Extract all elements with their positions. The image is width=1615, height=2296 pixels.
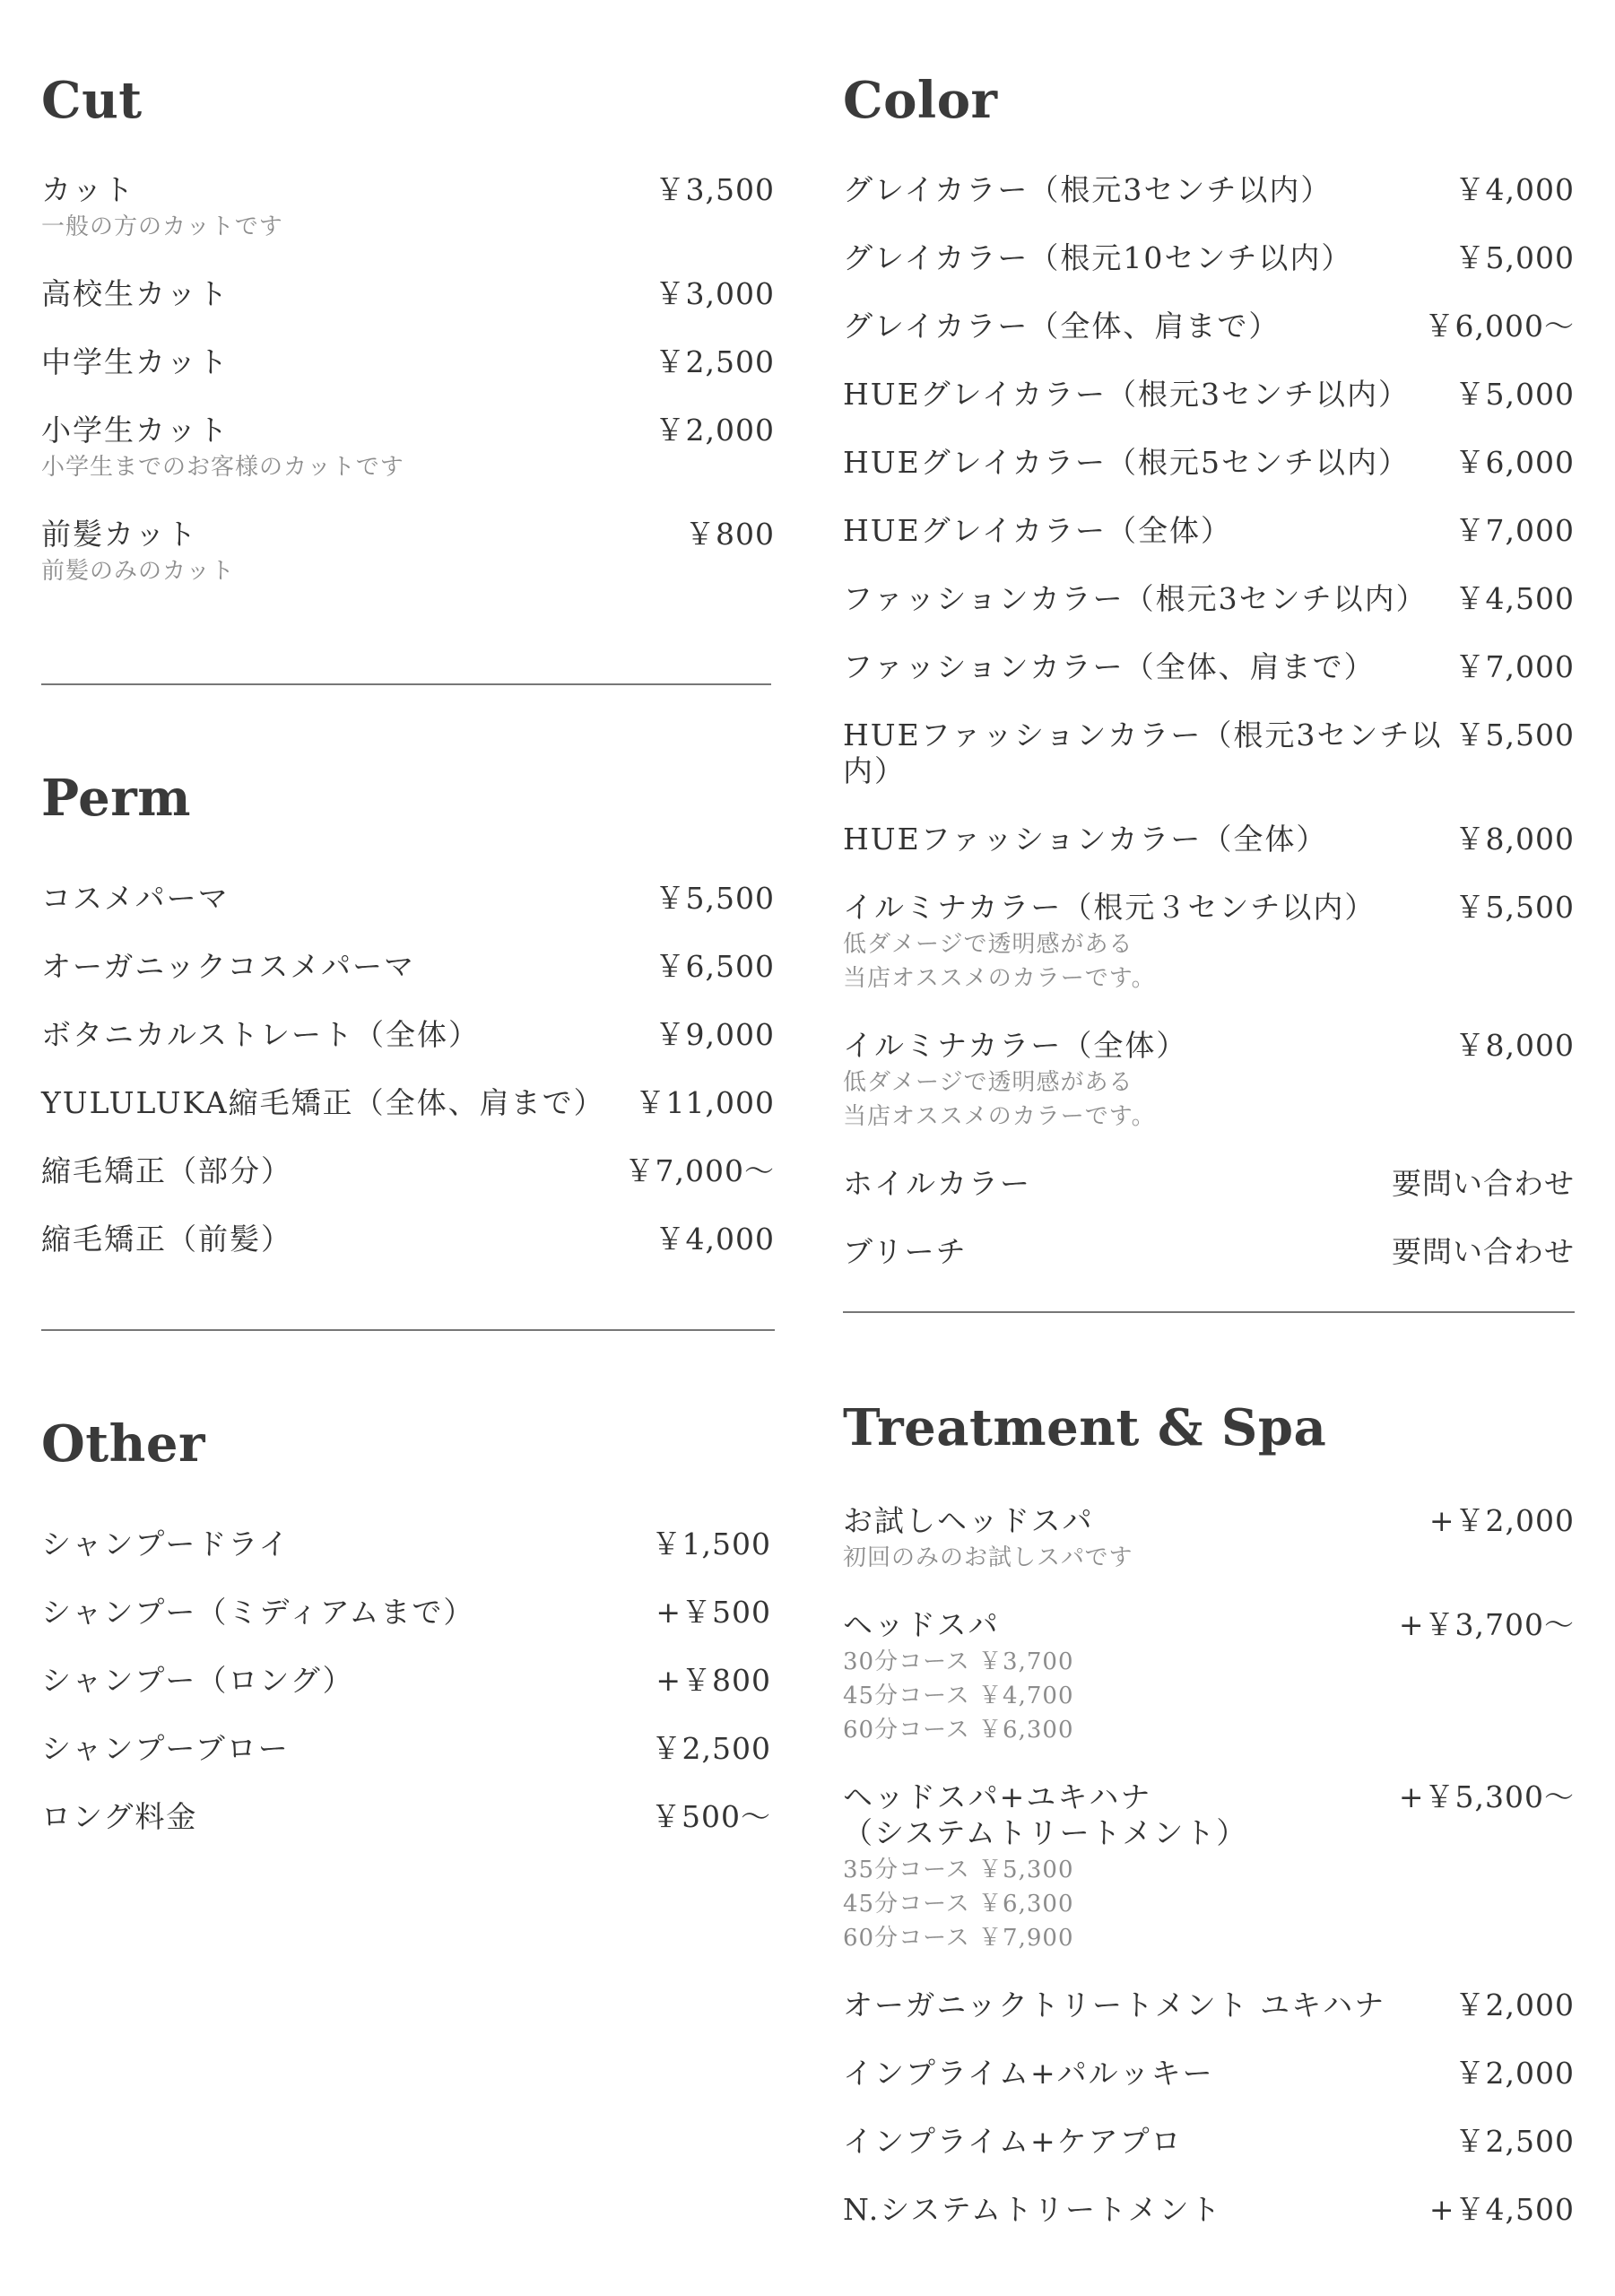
divider bbox=[41, 1329, 775, 1331]
menu-item-name: シャンプー（ミディアムまで） bbox=[41, 1595, 475, 1630]
menu-item-name: HUEファッションカラー（全体） bbox=[843, 822, 1328, 857]
menu-item-row bbox=[843, 822, 1575, 857]
menu-item-note: 初回のみのお試しスパです bbox=[843, 1544, 1133, 1571]
menu-item-price: ￥5,000 bbox=[1454, 377, 1575, 412]
menu-item-price: ￥2,500 bbox=[1454, 2124, 1575, 2159]
menu-item-row bbox=[41, 276, 775, 312]
menu-item-name: 縮毛矯正（部分） bbox=[41, 1153, 292, 1188]
menu-item bbox=[41, 1595, 771, 1631]
menu-item-name: 縮毛矯正（前髪） bbox=[41, 1222, 292, 1257]
menu-item-name: イルミナカラー（根元３センチ以内） bbox=[843, 890, 1376, 925]
menu-item-row bbox=[41, 1085, 775, 1121]
menu-item bbox=[843, 240, 1575, 276]
menu-item-note: 前髪のみのカット bbox=[41, 558, 235, 585]
menu-item-note: 一般の方のカットです bbox=[41, 213, 283, 240]
menu-item bbox=[843, 1503, 1575, 1575]
menu-item bbox=[41, 949, 775, 985]
menu-item-price: ￥3,500 bbox=[655, 172, 775, 207]
menu-item bbox=[843, 718, 1575, 789]
menu-item-name: HUEグレイカラー（根元3センチ以内） bbox=[843, 377, 1411, 412]
menu-item-price: ￥2,000 bbox=[1454, 2056, 1575, 2091]
menu-item-name: ロング料金 bbox=[41, 1799, 198, 1834]
menu-item-row bbox=[41, 517, 775, 552]
section-cut bbox=[41, 0, 775, 588]
menu-item-name: ヘッドスパ bbox=[843, 1607, 1000, 1642]
menu-item-price: ￥2,000 bbox=[655, 413, 775, 448]
menu-item-row bbox=[843, 581, 1575, 617]
menu-item-price: +￥2,000 bbox=[1428, 1503, 1575, 1538]
menu-item-price: ￥9,000 bbox=[655, 1017, 775, 1052]
menu-item bbox=[41, 413, 775, 484]
section-color bbox=[843, 0, 1575, 1270]
menu-item-row bbox=[843, 513, 1575, 549]
menu-item-price: +￥800 bbox=[656, 1663, 771, 1698]
menu-item-row bbox=[41, 1222, 775, 1257]
menu-item-row bbox=[41, 1663, 771, 1699]
menu-item-price: ￥5,500 bbox=[1454, 890, 1575, 925]
menu-item-name: 前髪カット bbox=[41, 517, 198, 552]
menu-item bbox=[843, 445, 1575, 481]
menu-item bbox=[41, 1526, 771, 1562]
menu-item-price: ￥4,000 bbox=[1454, 172, 1575, 207]
menu-item-note: 低ダメージで透明感がある 当店オススメのカラーです。 bbox=[843, 931, 1156, 992]
section-treatment bbox=[843, 1398, 1575, 2260]
menu-item bbox=[41, 276, 775, 312]
menu-item-name: グレイカラー（根元3センチ以内） bbox=[843, 172, 1333, 207]
menu-item bbox=[843, 309, 1575, 344]
menu-item-name: ファッションカラー（全体、肩まで） bbox=[843, 649, 1376, 684]
section-title-color: Color bbox=[843, 71, 998, 130]
section-title-other: Other bbox=[41, 1414, 205, 1474]
divider bbox=[843, 1311, 1575, 1313]
menu-item-name: 高校生カット bbox=[41, 276, 230, 311]
menu-item-name: ホイルカラー bbox=[843, 1166, 1031, 1201]
menu-item-price: +￥5,300〜 bbox=[1398, 1779, 1575, 1814]
menu-item-row bbox=[843, 1779, 1575, 1851]
menu-item-name: インプライム+パルッキー bbox=[843, 2056, 1214, 2091]
menu-item bbox=[843, 2056, 1575, 2092]
menu-item bbox=[843, 513, 1575, 549]
right-column bbox=[843, 0, 1575, 2227]
menu-item-note: 30分コース ￥3,700 45分コース ￥4,700 60分コース ￥6,300 bbox=[843, 1648, 1074, 1744]
menu-item-price: 要問い合わせ bbox=[1392, 1166, 1575, 1201]
menu-item-price: ￥6,000 bbox=[1454, 445, 1575, 480]
menu-item-row bbox=[843, 718, 1575, 789]
menu-item bbox=[41, 1799, 771, 1835]
menu-item-name: お試しヘッドスパ bbox=[843, 1503, 1094, 1538]
menu-item-row bbox=[843, 890, 1575, 926]
menu-item bbox=[843, 1779, 1575, 1955]
menu-item-name: グレイカラー（根元10センチ以内） bbox=[843, 240, 1353, 275]
menu-item bbox=[843, 581, 1575, 617]
menu-item-price: ￥1,500 bbox=[651, 1526, 771, 1561]
menu-item-name: HUEファッションカラー（根元3センチ以内） bbox=[843, 718, 1443, 788]
menu-item-name: 中学生カット bbox=[41, 344, 230, 379]
menu-item bbox=[41, 1663, 771, 1699]
menu-item-note: 低ダメージで透明感がある 当店オススメのカラーです。 bbox=[843, 1069, 1156, 1130]
menu-item-name: ファッションカラー（根元3センチ以内） bbox=[843, 581, 1428, 616]
menu-item bbox=[41, 517, 775, 588]
menu-item-price: ￥3,000 bbox=[655, 276, 775, 311]
menu-item-price: +￥3,700〜 bbox=[1398, 1607, 1575, 1642]
menu-item bbox=[843, 172, 1575, 208]
menu-item-name: ブリーチ bbox=[843, 1234, 968, 1269]
menu-item-name: グレイカラー（全体、肩まで） bbox=[843, 309, 1281, 344]
menu-item bbox=[843, 1166, 1575, 1202]
menu-item bbox=[41, 1017, 775, 1053]
menu-item-row bbox=[41, 1153, 775, 1189]
menu-item-price: ￥5,500 bbox=[1454, 718, 1575, 752]
section-title-perm: Perm bbox=[41, 769, 191, 828]
menu-item-row bbox=[843, 1234, 1575, 1270]
menu-item bbox=[41, 1731, 771, 1767]
menu-item-name: 小学生カット bbox=[41, 413, 230, 448]
menu-item-price: ￥2,500 bbox=[655, 344, 775, 379]
menu-item bbox=[843, 890, 1575, 996]
menu-item-row bbox=[843, 1503, 1575, 1539]
section-title-cut: Cut bbox=[41, 71, 143, 130]
menu-item-row bbox=[843, 240, 1575, 276]
menu-item bbox=[843, 1028, 1575, 1134]
menu-item-price: ￥6,000〜 bbox=[1424, 309, 1575, 344]
menu-item-name: オーガニックトリートメント ユキハナ bbox=[843, 1987, 1386, 2022]
menu-item-row bbox=[41, 1731, 771, 1767]
menu-item-name: ボタニカルストレート（全体） bbox=[41, 1017, 481, 1052]
menu-item-row bbox=[843, 1987, 1575, 2023]
menu-item-name: イルミナカラー（全体） bbox=[843, 1028, 1188, 1063]
menu-item-row bbox=[41, 1526, 771, 1562]
menu-item-name: YULULUKA縮毛矯正（全体、肩まで） bbox=[41, 1085, 605, 1120]
menu-item-row bbox=[843, 377, 1575, 413]
other-items bbox=[41, 1526, 771, 1835]
menu-item-price: ￥7,000 bbox=[1454, 649, 1575, 684]
menu-item-price: +￥500 bbox=[656, 1595, 771, 1630]
menu-item bbox=[41, 1222, 775, 1257]
menu-item bbox=[41, 344, 775, 380]
menu-item bbox=[843, 822, 1575, 857]
section-perm bbox=[41, 769, 775, 1290]
menu-item-price: ￥8,000 bbox=[1454, 1028, 1575, 1063]
menu-item-price: ￥2,000 bbox=[1454, 1987, 1575, 2022]
divider bbox=[41, 683, 771, 685]
menu-item-price: ￥5,000 bbox=[1454, 240, 1575, 275]
menu-item-row bbox=[41, 949, 775, 985]
menu-item-price: ￥4,500 bbox=[1454, 581, 1575, 616]
left-column bbox=[41, 0, 775, 1834]
menu-item bbox=[843, 2124, 1575, 2160]
menu-item-row bbox=[41, 172, 775, 208]
menu-item-row bbox=[41, 1799, 771, 1835]
menu-item-note: 35分コース ￥5,300 45分コース ￥6,300 60分コース ￥7,900 bbox=[843, 1857, 1074, 1952]
menu-item-name: シャンプーブロー bbox=[41, 1731, 290, 1766]
perm-items bbox=[41, 881, 775, 1257]
section-other bbox=[41, 1414, 771, 1867]
menu-item bbox=[41, 1085, 775, 1121]
menu-item-row bbox=[843, 309, 1575, 344]
menu-item-name: HUEグレイカラー（全体） bbox=[843, 513, 1233, 548]
menu-item-price: ￥800 bbox=[685, 517, 775, 552]
menu-item-row bbox=[843, 649, 1575, 685]
menu-item bbox=[41, 172, 775, 244]
menu-item-row bbox=[843, 1166, 1575, 1202]
menu-item-name: カット bbox=[41, 172, 135, 207]
menu-item-name: N.システムトリートメント bbox=[843, 2192, 1222, 2227]
menu-item-row bbox=[843, 445, 1575, 481]
menu-item-name: オーガニックコスメパーマ bbox=[41, 949, 416, 984]
menu-item bbox=[843, 377, 1575, 413]
menu-item bbox=[843, 1987, 1575, 2023]
menu-item-row bbox=[41, 1017, 775, 1053]
menu-item-row bbox=[843, 172, 1575, 208]
menu-item bbox=[843, 1607, 1575, 1747]
menu-item-price: +￥4,500 bbox=[1428, 2192, 1575, 2227]
section-title-treatment: Treatment & Spa bbox=[843, 1398, 1327, 1457]
menu-item-price: ￥500〜 bbox=[651, 1799, 771, 1834]
menu-item-price: ￥6,500 bbox=[655, 949, 775, 984]
menu-item-row bbox=[843, 2124, 1575, 2160]
menu-item bbox=[843, 649, 1575, 685]
menu-item bbox=[41, 1153, 775, 1189]
menu-item-name: HUEグレイカラー（根元5センチ以内） bbox=[843, 445, 1411, 480]
menu-item bbox=[41, 881, 775, 917]
menu-item-name: シャンプー（ロング） bbox=[41, 1663, 354, 1698]
menu-item-price: ￥7,000〜 bbox=[624, 1153, 775, 1188]
menu-item-row bbox=[41, 1595, 771, 1631]
menu-item-row bbox=[843, 1028, 1575, 1064]
menu-item-price: ￥4,000 bbox=[655, 1222, 775, 1257]
menu-item-price: ￥7,000 bbox=[1454, 513, 1575, 548]
menu-item-name: シャンプードライ bbox=[41, 1526, 291, 1561]
menu-item-price: ￥8,000 bbox=[1454, 822, 1575, 857]
menu-item-row bbox=[41, 413, 775, 448]
treatment-items bbox=[843, 1503, 1575, 2228]
menu-item-note: 小学生までのお客様のカットです bbox=[41, 454, 404, 481]
menu-item bbox=[843, 2192, 1575, 2228]
menu-item-row bbox=[41, 344, 775, 380]
cut-items bbox=[41, 172, 775, 588]
menu-item-row bbox=[843, 1607, 1575, 1643]
menu-item-name: インプライム+ケアプロ bbox=[843, 2124, 1183, 2159]
menu-item-price: ￥11,000 bbox=[635, 1085, 775, 1120]
menu-item-row bbox=[41, 881, 775, 917]
menu-item-price: 要問い合わせ bbox=[1392, 1234, 1575, 1269]
menu-item-price: ￥2,500 bbox=[651, 1731, 771, 1766]
color-items bbox=[843, 172, 1575, 1270]
menu-item-row bbox=[843, 2056, 1575, 2092]
menu-item-name: ヘッドスパ+ユキハナ （システムトリートメント） bbox=[843, 1779, 1248, 1850]
menu-item-price: ￥5,500 bbox=[655, 881, 775, 916]
menu-item bbox=[843, 1234, 1575, 1270]
menu-item-name: コスメパーマ bbox=[41, 881, 230, 916]
menu-item-row bbox=[843, 2192, 1575, 2228]
